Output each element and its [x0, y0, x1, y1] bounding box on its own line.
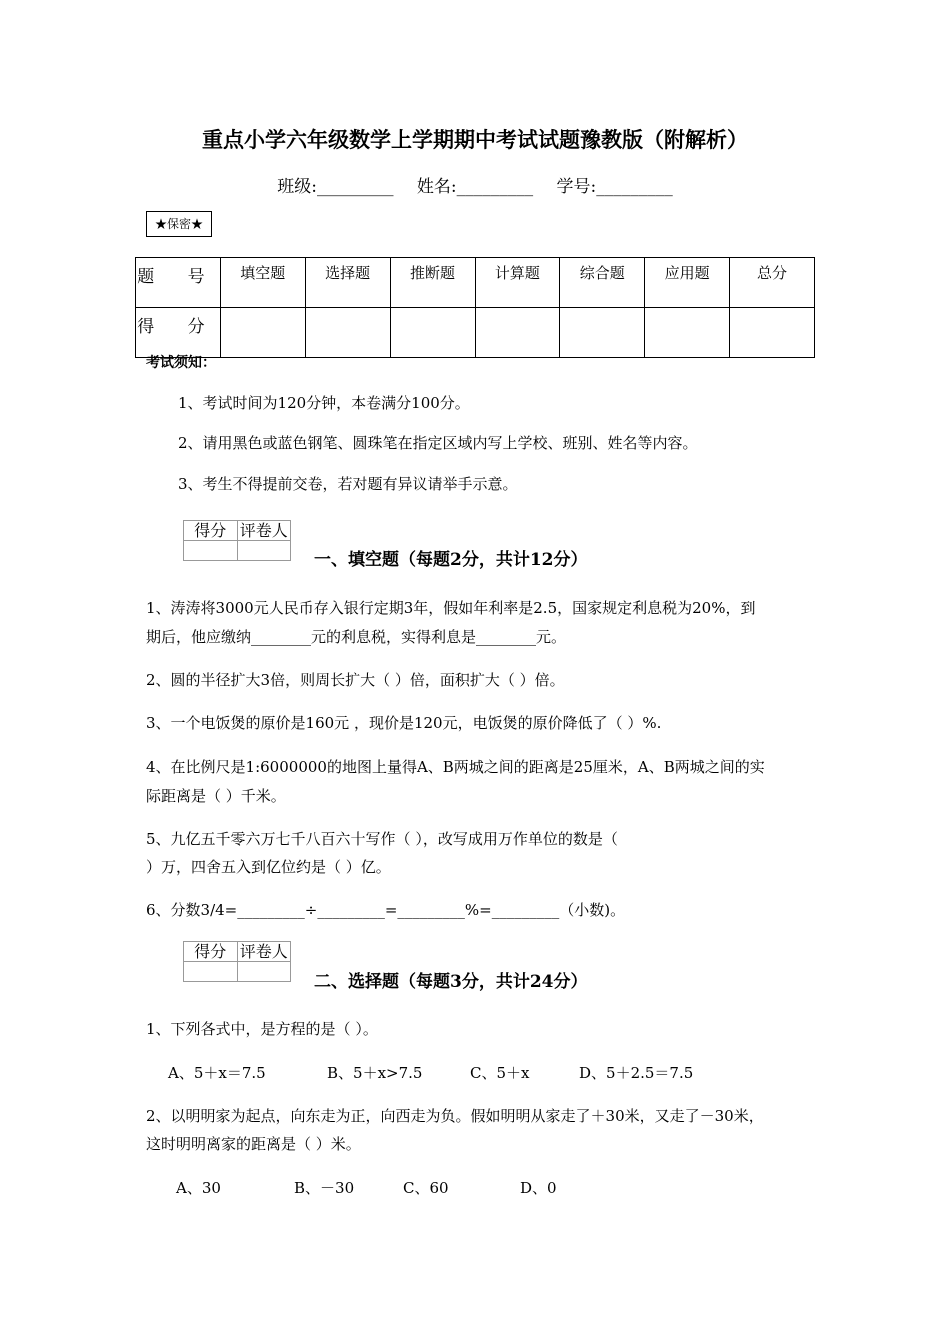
notice-item: 2、请用黑色或蓝色钢笔、圆珠笔在指定区域内写上学校、班别、姓名等内容。 [178, 434, 698, 452]
question-2: 2、圆的半径扩大3倍，则周长扩大（ ）倍，面积扩大（ ）倍。 [146, 671, 565, 689]
question-5-line1: 5、九亿五千零六万七千八百六十写作（ ），改写成用万作单位的数是（ [146, 830, 618, 848]
option-d[interactable]: D、0 [520, 1179, 557, 1197]
grader-reviewer-cell[interactable] [237, 962, 291, 982]
score-table-score-row [136, 308, 815, 358]
question-4-line2: 际距离是（ ）千米。 [146, 787, 286, 805]
notice-heading: 考试须知： [146, 355, 216, 371]
student-id-field[interactable]: 学号:_________ [556, 177, 673, 197]
notice-item: 1、考试时间为120分钟，本卷满分100分。 [178, 394, 470, 412]
score-cell[interactable] [560, 308, 645, 358]
grader-score-label: 得分 [184, 521, 238, 541]
student-info [0, 172, 950, 197]
score-header-cell: 总分 [730, 258, 815, 308]
grader-reviewer-cell[interactable] [237, 541, 291, 561]
score-header-cell: 应用题 [645, 258, 730, 308]
score-header-cell: 题 号 [136, 258, 221, 308]
option-c[interactable]: C、5＋x [470, 1064, 530, 1082]
notice-item: 3、考生不得提前交卷，若对题有异议请举手示意。 [178, 475, 518, 493]
grader-score-cell[interactable] [184, 541, 238, 561]
option-d[interactable]: D、5＋2.5＝7.5 [579, 1064, 694, 1082]
score-cell[interactable] [645, 308, 730, 358]
confidential-stamp: ★保密★ [146, 211, 212, 237]
score-cell[interactable] [390, 308, 475, 358]
score-header-cell: 推断题 [390, 258, 475, 308]
score-cell[interactable] [305, 308, 390, 358]
choice-question-1: 1、下列各式中，是方程的是（ ）。 [146, 1020, 378, 1038]
class-field[interactable]: 班级:_________ [277, 177, 394, 197]
score-table [135, 257, 815, 358]
question-4-line1: 4、在比例尺是1:6000000的地图上量得A、B两城之间的距离是25厘米，A、B两城之间的实 [146, 758, 765, 776]
page-title: 重点小学六年级数学上学期期中考试试题豫教版（附解析） [202, 127, 748, 152]
question-5-line2: ）万，四舍五入到亿位约是（ ）亿。 [146, 858, 391, 876]
question-3: 3、一个电饭煲的原价是160元 ，现价是120元，电饭煲的原价降低了（ ）%. [146, 714, 662, 732]
grader-reviewer-label: 评卷人 [237, 521, 291, 541]
grader-box [183, 520, 291, 561]
score-table-header-row [136, 258, 815, 308]
section-heading: 二、选择题（每题3分，共计24分） [314, 972, 588, 992]
option-b[interactable]: B、5＋x>7.5 [327, 1064, 423, 1082]
score-cell[interactable] [475, 308, 560, 358]
score-cell[interactable] [730, 308, 815, 358]
score-header-cell: 填空题 [220, 258, 305, 308]
choice-question-2-line2: 这时明明离家的距离是（ ）米。 [146, 1135, 361, 1153]
name-field[interactable]: 姓名:_________ [416, 177, 534, 197]
section-heading: 一、填空题（每题2分，共计12分） [314, 550, 588, 570]
option-c[interactable]: C、60 [403, 1179, 449, 1197]
question-1-line1: 1、涛涛将3000元人民币存入银行定期3年，假如年利率是2.5，国家规定利息税为20%，到 [146, 599, 756, 617]
grader-box [183, 941, 291, 982]
question-6: 6、分数3/4=_________÷_________=_________%=_________（小数)。 [146, 901, 626, 919]
score-header-cell: 综合题 [560, 258, 645, 308]
score-row-label: 得 分 [136, 308, 221, 358]
grader-reviewer-label: 评卷人 [237, 942, 291, 962]
choice-question-2-line1: 2、以明明家为起点，向东走为正，向西走为负。假如明明从家走了＋30米，又走了－30米， [146, 1107, 764, 1125]
option-a[interactable]: A、30 [176, 1179, 221, 1197]
score-header-cell: 计算题 [475, 258, 560, 308]
option-a[interactable]: A、5＋x＝7.5 [168, 1064, 266, 1082]
grader-score-label: 得分 [184, 942, 238, 962]
score-cell[interactable] [220, 308, 305, 358]
question-1-line2: 期后，他应缴纳________元的利息税，实得利息是________元。 [146, 628, 567, 646]
grader-score-cell[interactable] [184, 962, 238, 982]
score-header-cell: 选择题 [305, 258, 390, 308]
option-b[interactable]: B、－30 [294, 1179, 355, 1197]
